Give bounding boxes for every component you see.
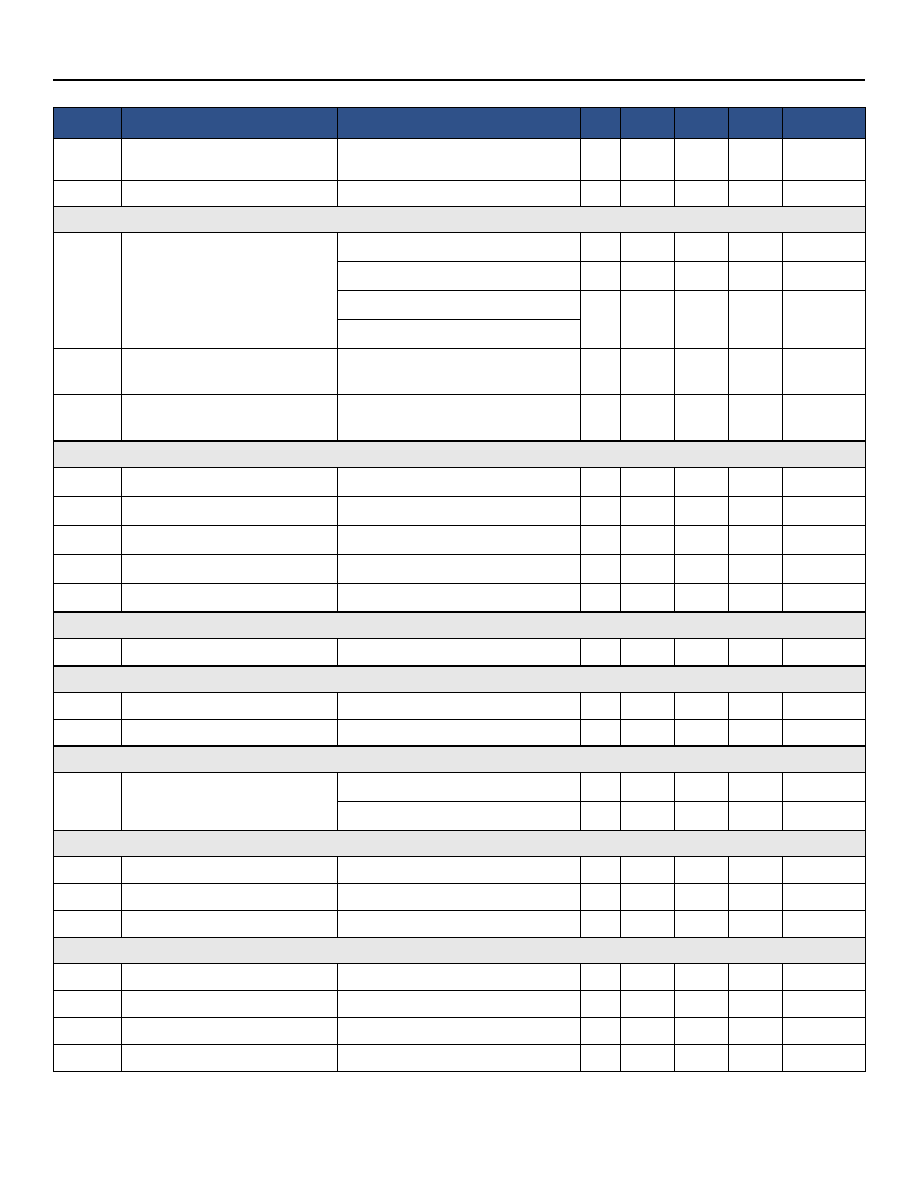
table-row bbox=[54, 554, 866, 583]
cell bbox=[783, 395, 866, 441]
cell bbox=[338, 639, 581, 666]
cell bbox=[675, 262, 729, 291]
cell bbox=[122, 554, 338, 583]
cell bbox=[621, 773, 675, 802]
cell bbox=[783, 911, 866, 938]
cell bbox=[338, 583, 581, 612]
cell bbox=[581, 1045, 621, 1072]
cell bbox=[729, 262, 783, 291]
header-rule bbox=[53, 79, 865, 81]
cell bbox=[122, 964, 338, 991]
cell bbox=[621, 911, 675, 938]
table-row bbox=[54, 991, 866, 1018]
cell bbox=[729, 773, 783, 802]
cell bbox=[621, 291, 675, 349]
cell bbox=[621, 349, 675, 395]
cell bbox=[621, 139, 675, 181]
cell bbox=[54, 233, 122, 349]
cell bbox=[581, 181, 621, 207]
cell bbox=[783, 496, 866, 525]
cell bbox=[675, 773, 729, 802]
cell bbox=[675, 802, 729, 831]
cell bbox=[581, 692, 621, 719]
cell bbox=[54, 773, 122, 831]
cell bbox=[675, 911, 729, 938]
table-row bbox=[54, 884, 866, 911]
cell bbox=[621, 233, 675, 262]
cell bbox=[338, 802, 581, 831]
cell bbox=[54, 857, 122, 884]
cell bbox=[581, 719, 621, 746]
cell bbox=[729, 181, 783, 207]
cell bbox=[338, 395, 581, 441]
cell bbox=[675, 554, 729, 583]
cell bbox=[581, 554, 621, 583]
cell bbox=[54, 496, 122, 525]
cell bbox=[54, 467, 122, 496]
table-row bbox=[54, 349, 866, 395]
section-row bbox=[54, 666, 866, 693]
cell bbox=[54, 395, 122, 441]
section-title bbox=[54, 938, 866, 964]
table-row bbox=[54, 181, 866, 207]
cell bbox=[581, 991, 621, 1018]
header-unit bbox=[783, 108, 866, 139]
cell bbox=[338, 291, 581, 320]
cell bbox=[621, 964, 675, 991]
cell bbox=[621, 525, 675, 554]
cell bbox=[783, 349, 866, 395]
section-row bbox=[54, 746, 866, 773]
cell bbox=[581, 964, 621, 991]
cell bbox=[581, 857, 621, 884]
cell bbox=[338, 1045, 581, 1072]
cell bbox=[729, 291, 783, 349]
cell bbox=[729, 467, 783, 496]
cell bbox=[581, 525, 621, 554]
cell bbox=[581, 911, 621, 938]
cell bbox=[675, 395, 729, 441]
cell bbox=[338, 262, 581, 291]
cell bbox=[621, 554, 675, 583]
table-row bbox=[54, 1045, 866, 1072]
section-row bbox=[54, 938, 866, 964]
cell bbox=[122, 395, 338, 441]
cell bbox=[783, 181, 866, 207]
cell bbox=[729, 911, 783, 938]
cell bbox=[338, 884, 581, 911]
cell bbox=[581, 802, 621, 831]
cell bbox=[729, 1018, 783, 1045]
cell bbox=[783, 233, 866, 262]
cell bbox=[338, 139, 581, 181]
cell bbox=[621, 991, 675, 1018]
table-row bbox=[54, 496, 866, 525]
cell bbox=[122, 139, 338, 181]
cell bbox=[783, 291, 866, 349]
cell bbox=[581, 233, 621, 262]
cell bbox=[729, 349, 783, 395]
cell bbox=[675, 349, 729, 395]
cell bbox=[621, 496, 675, 525]
section-title bbox=[54, 207, 866, 233]
table-row bbox=[54, 525, 866, 554]
cell bbox=[621, 692, 675, 719]
section-title bbox=[54, 441, 866, 468]
cell bbox=[675, 467, 729, 496]
section-row bbox=[54, 441, 866, 468]
cell bbox=[54, 554, 122, 583]
cell bbox=[675, 139, 729, 181]
cell bbox=[783, 583, 866, 612]
cell bbox=[338, 692, 581, 719]
header-conditions bbox=[338, 108, 581, 139]
section-row bbox=[54, 612, 866, 639]
header-typ bbox=[675, 108, 729, 139]
table-row bbox=[54, 719, 866, 746]
cell bbox=[122, 467, 338, 496]
cell bbox=[621, 884, 675, 911]
cell bbox=[675, 991, 729, 1018]
cell bbox=[621, 1045, 675, 1072]
cell bbox=[54, 1018, 122, 1045]
cell bbox=[783, 773, 866, 802]
cell bbox=[783, 991, 866, 1018]
cell bbox=[338, 233, 581, 262]
cell bbox=[783, 719, 866, 746]
cell bbox=[581, 496, 621, 525]
cell bbox=[581, 291, 621, 349]
table-row bbox=[54, 1018, 866, 1045]
cell bbox=[675, 583, 729, 612]
cell bbox=[729, 802, 783, 831]
cell bbox=[581, 884, 621, 911]
cell bbox=[122, 773, 338, 831]
cell bbox=[54, 964, 122, 991]
cell bbox=[783, 554, 866, 583]
cell bbox=[621, 262, 675, 291]
cell bbox=[54, 991, 122, 1018]
cell bbox=[675, 525, 729, 554]
cell bbox=[783, 639, 866, 666]
cell bbox=[621, 181, 675, 207]
cell bbox=[729, 1045, 783, 1072]
table-row bbox=[54, 583, 866, 612]
cell bbox=[338, 349, 581, 395]
cell bbox=[729, 964, 783, 991]
cell bbox=[54, 181, 122, 207]
cell bbox=[338, 991, 581, 1018]
cell bbox=[675, 692, 729, 719]
cell bbox=[729, 639, 783, 666]
section-row bbox=[54, 207, 866, 233]
header-symbol bbox=[54, 108, 122, 139]
cell bbox=[581, 773, 621, 802]
cell bbox=[122, 884, 338, 911]
cell bbox=[675, 1045, 729, 1072]
electrical-characteristics-table bbox=[53, 107, 866, 1072]
cell bbox=[621, 583, 675, 612]
cell bbox=[338, 496, 581, 525]
table-row bbox=[54, 639, 866, 666]
cell bbox=[621, 1018, 675, 1045]
header-max bbox=[729, 108, 783, 139]
cell bbox=[675, 291, 729, 349]
cell bbox=[675, 884, 729, 911]
cell bbox=[581, 139, 621, 181]
table-row bbox=[54, 773, 866, 802]
cell bbox=[338, 773, 581, 802]
cell bbox=[54, 1045, 122, 1072]
cell bbox=[122, 1018, 338, 1045]
cell bbox=[338, 467, 581, 496]
cell bbox=[122, 349, 338, 395]
cell bbox=[122, 857, 338, 884]
table-row bbox=[54, 139, 866, 181]
cell bbox=[729, 583, 783, 612]
cell bbox=[729, 496, 783, 525]
section-title bbox=[54, 746, 866, 773]
cell bbox=[581, 349, 621, 395]
cell bbox=[122, 1045, 338, 1072]
cell bbox=[729, 719, 783, 746]
cell bbox=[729, 395, 783, 441]
cell bbox=[783, 139, 866, 181]
cell bbox=[338, 719, 581, 746]
section-title bbox=[54, 666, 866, 693]
cell bbox=[621, 639, 675, 666]
cell bbox=[675, 857, 729, 884]
cell bbox=[54, 139, 122, 181]
cell bbox=[675, 233, 729, 262]
table-row bbox=[54, 395, 866, 441]
cell bbox=[621, 719, 675, 746]
cell bbox=[675, 1018, 729, 1045]
cell bbox=[581, 395, 621, 441]
cell bbox=[729, 554, 783, 583]
cell bbox=[122, 692, 338, 719]
cell bbox=[581, 583, 621, 612]
cell bbox=[729, 692, 783, 719]
cell bbox=[729, 233, 783, 262]
cell bbox=[783, 884, 866, 911]
cell bbox=[54, 884, 122, 911]
table-row bbox=[54, 233, 866, 262]
table-row bbox=[54, 857, 866, 884]
cell bbox=[783, 964, 866, 991]
table-row bbox=[54, 911, 866, 938]
cell bbox=[581, 1018, 621, 1045]
header-note bbox=[581, 108, 621, 139]
cell bbox=[122, 181, 338, 207]
cell bbox=[783, 262, 866, 291]
cell bbox=[783, 802, 866, 831]
cell bbox=[783, 1045, 866, 1072]
cell bbox=[783, 525, 866, 554]
cell bbox=[338, 857, 581, 884]
cell bbox=[54, 719, 122, 746]
section-row bbox=[54, 831, 866, 857]
cell bbox=[338, 964, 581, 991]
cell bbox=[729, 991, 783, 1018]
cell bbox=[54, 911, 122, 938]
cell bbox=[54, 525, 122, 554]
cell bbox=[338, 525, 581, 554]
cell bbox=[122, 496, 338, 525]
cell bbox=[338, 1018, 581, 1045]
cell bbox=[581, 639, 621, 666]
cell bbox=[729, 525, 783, 554]
cell bbox=[54, 692, 122, 719]
cell bbox=[621, 395, 675, 441]
cell bbox=[122, 911, 338, 938]
cell bbox=[783, 1018, 866, 1045]
cell bbox=[122, 583, 338, 612]
table-row bbox=[54, 467, 866, 496]
cell bbox=[122, 639, 338, 666]
table-header-row bbox=[54, 108, 866, 139]
cell bbox=[621, 802, 675, 831]
cell bbox=[338, 320, 581, 349]
cell bbox=[729, 139, 783, 181]
cell bbox=[581, 262, 621, 291]
cell bbox=[122, 991, 338, 1018]
cell bbox=[675, 719, 729, 746]
cell bbox=[783, 857, 866, 884]
section-title bbox=[54, 612, 866, 639]
cell bbox=[729, 884, 783, 911]
header-min bbox=[621, 108, 675, 139]
cell bbox=[54, 349, 122, 395]
cell bbox=[54, 583, 122, 612]
cell bbox=[122, 525, 338, 554]
cell bbox=[581, 467, 621, 496]
cell bbox=[54, 639, 122, 666]
cell bbox=[783, 467, 866, 496]
cell bbox=[675, 181, 729, 207]
cell bbox=[122, 233, 338, 349]
table-row bbox=[54, 692, 866, 719]
header-parameter bbox=[122, 108, 338, 139]
cell bbox=[621, 467, 675, 496]
cell bbox=[621, 857, 675, 884]
cell bbox=[675, 496, 729, 525]
cell bbox=[783, 692, 866, 719]
table-row bbox=[54, 964, 866, 991]
cell bbox=[122, 719, 338, 746]
cell bbox=[338, 911, 581, 938]
cell bbox=[675, 639, 729, 666]
cell bbox=[729, 857, 783, 884]
cell bbox=[675, 964, 729, 991]
cell bbox=[338, 181, 581, 207]
cell bbox=[338, 554, 581, 583]
section-title bbox=[54, 831, 866, 857]
